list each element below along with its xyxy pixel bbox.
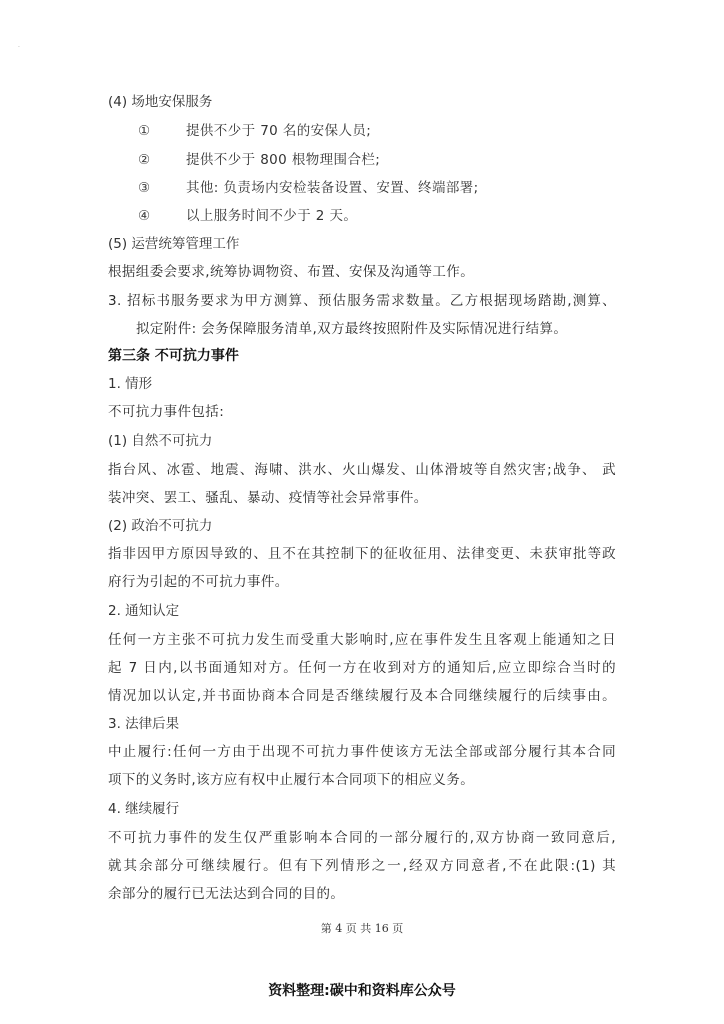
- paragraph-line: 任何一方主张不可抗力发生而受重大影响时,应在事件发生且客观上能通知之日: [108, 632, 616, 648]
- paragraph-line: 拟定附件: 会务保障服务清单,双方最终按照附件及实际情况进行结算。: [136, 321, 568, 337]
- list-item-number: ④: [137, 208, 151, 224]
- subsection-3-title: 3. 法律后果: [108, 716, 180, 732]
- paragraph-line: 余部分的履行已无法达到合同的目的。: [108, 886, 345, 902]
- paragraph-line: 指台风、冰雹、地震、海啸、洪水、火山爆发、山体滑坡等自然灾害;战争、 武: [108, 462, 616, 478]
- subsection-item-title: (1) 自然不可抗力: [108, 433, 213, 449]
- section-5-title: (5) 运营统筹管理工作: [108, 236, 240, 252]
- subsection-item-title: (2) 政治不可抗力: [108, 518, 213, 534]
- paragraph-line: 装冲突、罢工、骚乱、暴动、疫情等社会异常事件。: [108, 490, 428, 506]
- paragraph-line: 指非因甲方原因导致的、且不在其控制下的征收征用、法律变更、未获审批等政: [108, 546, 616, 562]
- page-number-footer: 第 4 页 共 16 页: [320, 922, 404, 935]
- paragraph-line: 中止履行:任何一方由于出现不可抗力事件使该方无法全部或部分履行其本合同: [108, 744, 616, 760]
- list-item-text: 其他: 负责场内安检装备设置、安置、终端部署;: [186, 180, 479, 196]
- paragraph-line: 项下的义务时,该方应有权中止履行本合同项下的相应义务。: [108, 772, 475, 788]
- list-item-number: ②: [137, 152, 151, 168]
- list-item-number: ①: [137, 123, 151, 139]
- paragraph-line: 府行为引起的不可抗力事件。: [108, 574, 289, 590]
- scan-mark: ·: [18, 44, 20, 51]
- list-item-number: ③: [137, 180, 151, 196]
- paragraph-line: 根据组委会要求,统筹协调物资、布置、安保及沟通等工作。: [108, 264, 475, 280]
- paragraph-line: 就其余部分可继续履行。但有下列情形之一,经双方同意者,不在此限:(1) 其: [108, 858, 616, 874]
- paragraph-line: 不可抗力事件包括:: [108, 404, 225, 420]
- list-item-text: 提供不少于 800 根物理围合栏;: [186, 152, 381, 168]
- subsection-2-title: 2. 通知认定: [108, 603, 180, 619]
- source-attribution: 资料整理:碳中和资料库公众号: [268, 983, 456, 999]
- article-3-heading: 第三条 不可抗力事件: [108, 348, 239, 364]
- paragraph-line: 起 7 日内,以书面通知对方。任何一方在收到对方的通知后,应立即综合当时的: [108, 660, 616, 676]
- paragraph-line: 不可抗力事件的发生仅严重影响本合同的一部分履行的,双方协商一致同意后,: [108, 830, 616, 846]
- subsection-4-title: 4. 继续履行: [108, 801, 180, 817]
- list-item-text: 提供不少于 70 名的安保人员;: [186, 123, 372, 139]
- paragraph-line: 情况加以认定,并书面协商本合同是否继续履行及本合同继续履行的后续事由。: [108, 688, 616, 704]
- section-4-title: (4) 场地安保服务: [108, 94, 213, 110]
- subsection-1-title: 1. 情形: [108, 376, 153, 392]
- paragraph-line: 3. 招标书服务要求为甲方测算、预估服务需求数量。乙方根据现场踏勘,测算、: [108, 293, 616, 309]
- list-item-text: 以上服务时间不少于 2 天。: [186, 208, 358, 224]
